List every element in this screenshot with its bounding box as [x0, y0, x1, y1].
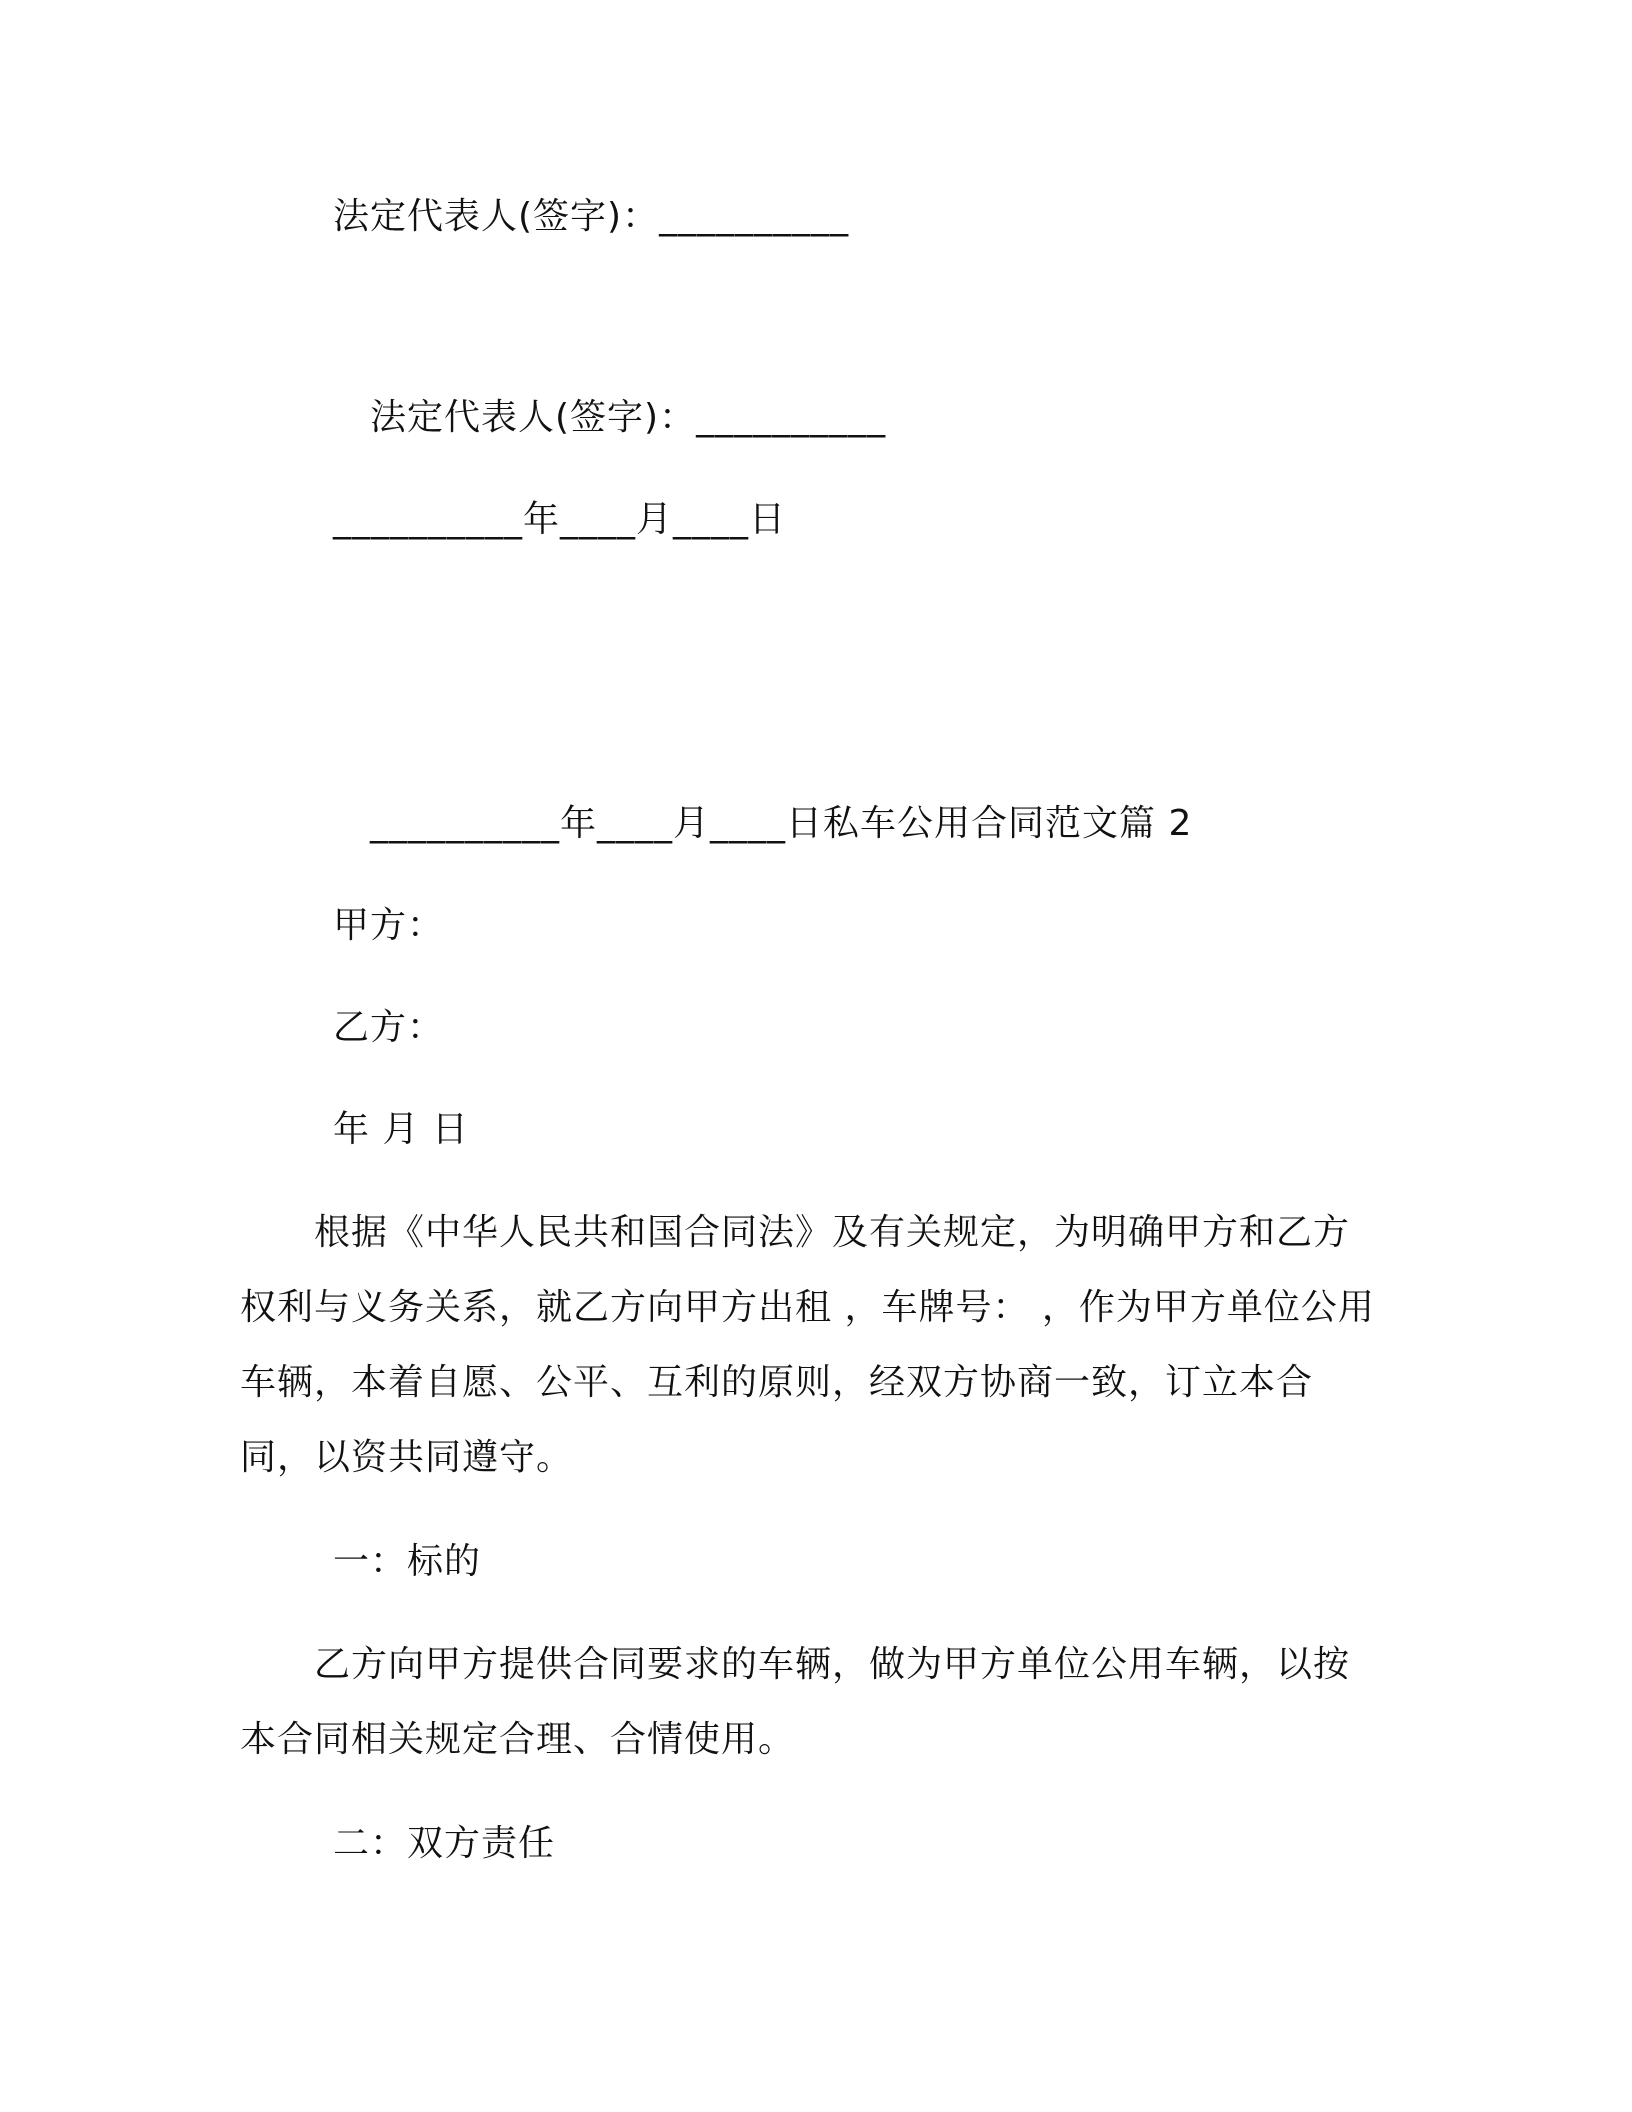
date-line: __________年____月____日 [333, 499, 786, 540]
signature-line-2: 法定代表人(签字)：__________ [370, 397, 887, 438]
section-2-heading: 二：双方责任 [333, 1823, 556, 1864]
section-1-paragraph: 乙方向甲方提供合同要求的车辆，做为甲方单位公用车辆，以按本合同相关规定合理、合情使用。 [240, 1644, 1351, 1760]
intro-paragraph: 根据《中华人民共和国合同法》及有关规定，为明确甲方和乙方权利与义务关系，就乙方向甲方出租 ，车牌号： ，作为甲方单位公用车辆，本着自愿、公平、互利的原则，经双方协商一致，订立本合同，以资共同遵守。 [240, 1212, 1375, 1478]
party-b-label: 乙方： [333, 1007, 445, 1048]
document-title: __________年____月____日私车公用合同范文篇 2 [370, 803, 1193, 844]
contract-date: 年 月 日 [333, 1109, 469, 1150]
party-a-label: 甲方： [333, 905, 445, 946]
signature-line-1: 法定代表人(签字)：__________ [333, 196, 850, 237]
section-1-heading: 一：标的 [333, 1541, 482, 1582]
